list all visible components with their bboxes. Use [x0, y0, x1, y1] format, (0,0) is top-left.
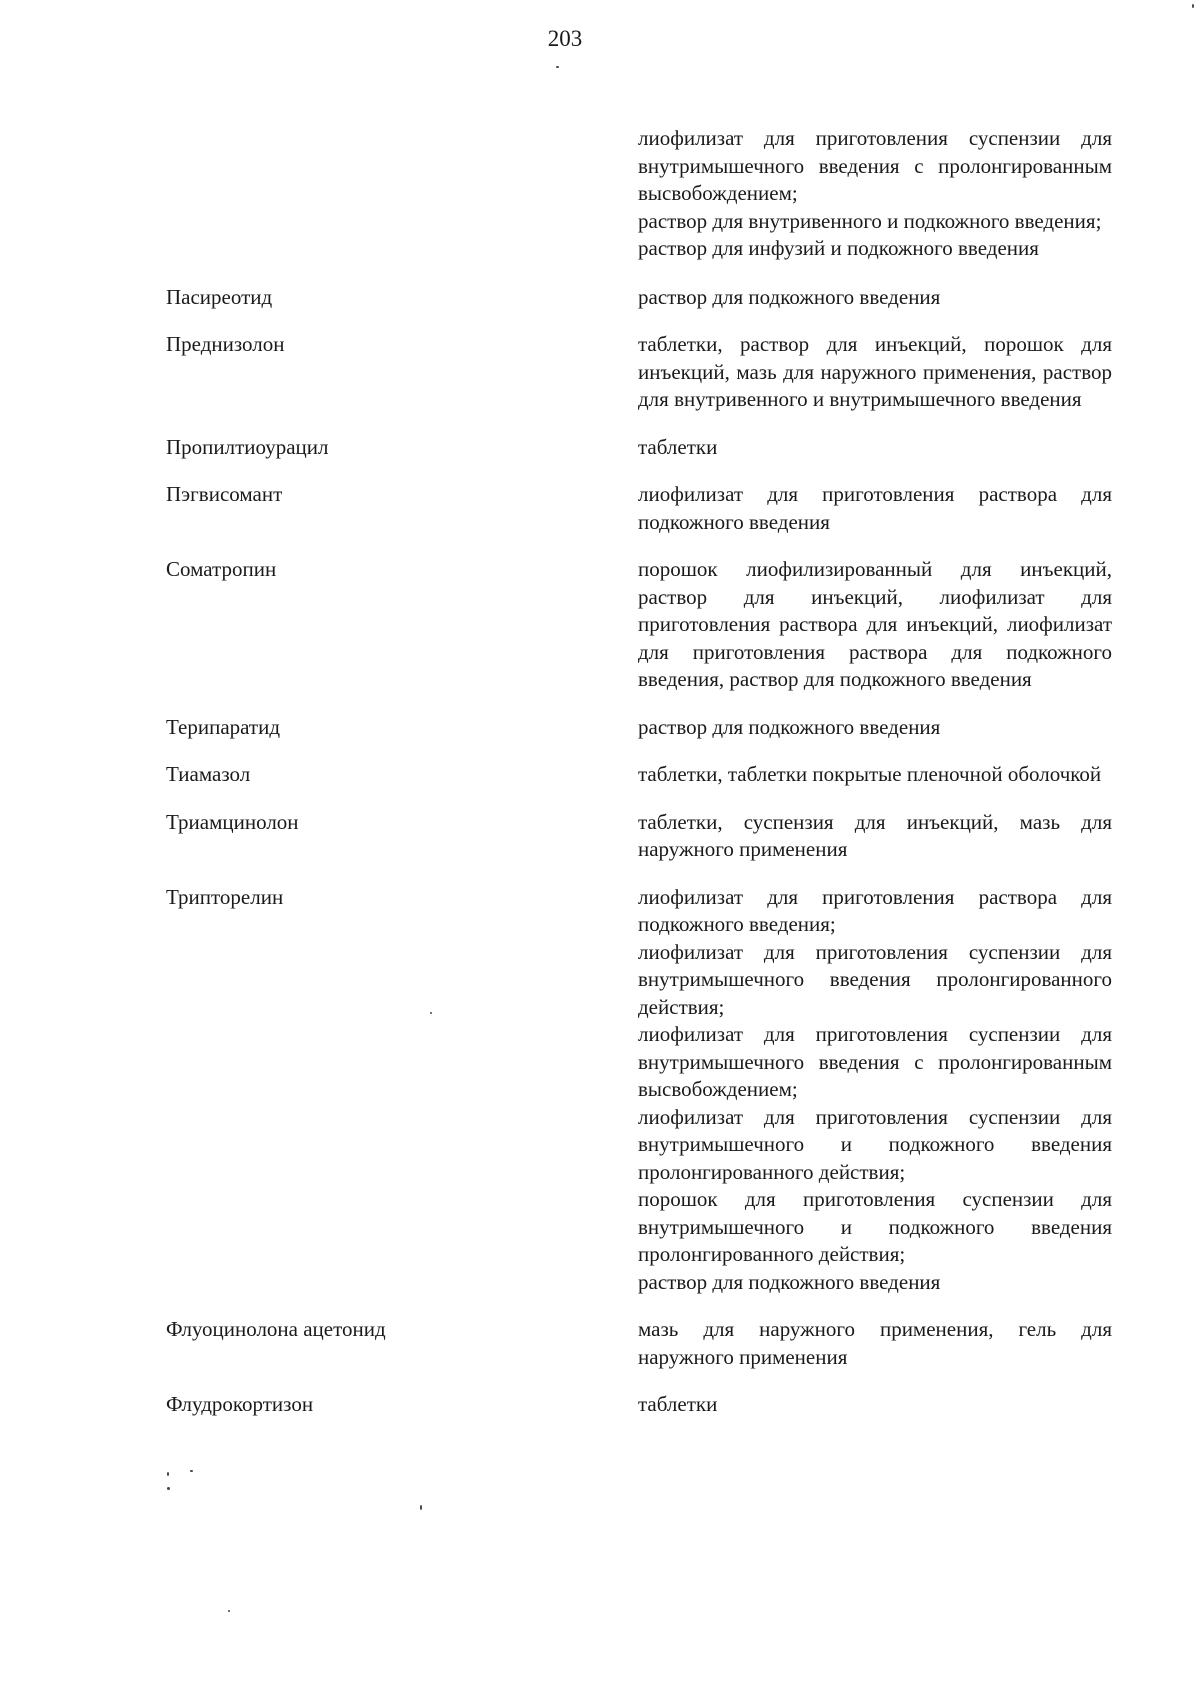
dosage-form-line: раствор для инфузий и подкожного введения — [638, 236, 1039, 260]
scan-speck — [167, 1472, 169, 1476]
dosage-form-line: таблетки — [638, 1392, 718, 1416]
drug-name: Преднизолон — [166, 332, 285, 356]
drug-name: Соматропин — [166, 557, 277, 581]
dosage-forms — [638, 556, 1112, 694]
dosage-form-line: раствор для подкожного введения — [638, 1269, 941, 1294]
scan-speck — [430, 1012, 432, 1014]
drug-name: Терипаратид — [166, 714, 281, 739]
page-number: 203 — [547, 26, 583, 51]
drug-name: Флуоцинолона ацетонид — [166, 1317, 386, 1341]
scan-speck — [190, 1470, 193, 1472]
dosage-forms — [638, 1391, 1112, 1419]
dosage-forms — [638, 284, 1112, 312]
table-row — [166, 1316, 1112, 1371]
drug-name: Трипторелин — [166, 884, 284, 909]
drug-name: Триамцинолон — [166, 809, 299, 834]
scan-speck — [556, 66, 559, 68]
dosage-form-line: лиофилизат для приготовления суспензии для внутримышечного введения с пролонгированным высвобождением; — [638, 126, 1112, 205]
dosage-forms — [638, 331, 1112, 414]
table-row — [166, 434, 1112, 462]
dosage-form-line: раствор для подкожного введения — [638, 714, 941, 739]
dosage-form-line: таблетки — [638, 434, 718, 459]
dosage-forms — [638, 809, 1112, 864]
dosage-form-line: лиофилизат для приготовления раствора для подкожного введения; — [638, 884, 1112, 936]
dosage-form-line: раствор для внутривенного и подкожного введения; — [638, 208, 1102, 233]
dosage-form-line: таблетки, суспензия для инъекций, мазь для наружного применения — [638, 809, 1112, 861]
dosage-form-line: мазь для наружного применения, гель для наружного применения — [638, 1317, 1112, 1369]
drug-name: Пэгвисомант — [166, 482, 283, 506]
table-row — [166, 809, 1112, 864]
table-row — [166, 125, 1112, 263]
dosage-forms — [638, 125, 1112, 263]
table-row — [166, 714, 1112, 742]
table-row — [166, 481, 1112, 536]
dosage-forms — [638, 1316, 1112, 1371]
dosage-forms — [638, 884, 1112, 1297]
dosage-form-line: лиофилизат для приготовления суспензии для внутримышечного введения с пролонгированным высвобождением; — [638, 1022, 1112, 1101]
dosage-form-line: лиофилизат для приготовления суспензии для внутримышечного и подкожного введения пролонгированного действия; — [638, 1104, 1112, 1184]
dosage-forms — [638, 714, 1112, 742]
dosage-form-line: таблетки, раствор для инъекций, порошок для инъекций, мазь для наружного применения, раствор для внутривенного и внутримышечного введения — [638, 332, 1112, 411]
dosage-form-line: таблетки, таблетки покрытые пленочной оболочкой — [638, 762, 1102, 786]
dosage-forms — [638, 434, 1112, 462]
dosage-form-line: лиофилизат для приготовления суспензии для внутримышечного введения пролонгированного действия; — [638, 939, 1112, 1019]
table-row — [166, 1391, 1112, 1419]
table-row — [166, 284, 1112, 312]
table-row — [166, 884, 1112, 1297]
dosage-form-line: порошок лиофилизированный для инъекций, раствор для инъекций, лиофилизат для приготовления раствора для инъекций, лиофилизат для приготовления раствора для подкожного введения, раствор для подкожного введения — [638, 557, 1112, 691]
drug-name: Тиамазол — [166, 762, 251, 786]
table-row — [166, 761, 1112, 789]
drug-name: Флудрокортизон — [166, 1392, 314, 1416]
dosage-forms — [638, 761, 1112, 789]
dosage-forms — [638, 481, 1112, 536]
scan-speck — [228, 1610, 230, 1612]
scan-speck — [167, 1487, 170, 1490]
drug-name: Пропилтиоурацил — [166, 434, 329, 459]
scan-speck — [1192, 4, 1194, 8]
scan-speck — [420, 1505, 422, 1510]
table-row — [166, 331, 1112, 414]
drug-table — [166, 125, 1112, 1439]
dosage-form-line: лиофилизат для приготовления раствора для подкожного введения — [638, 482, 1112, 534]
drug-name: Пасиреотид — [166, 284, 273, 309]
table-row — [166, 556, 1112, 694]
dosage-form-line: порошок для приготовления суспензии для внутримышечного и подкожного введения пролонгированного действия; — [638, 1187, 1112, 1266]
dosage-form-line: раствор для подкожного введения — [638, 284, 941, 309]
